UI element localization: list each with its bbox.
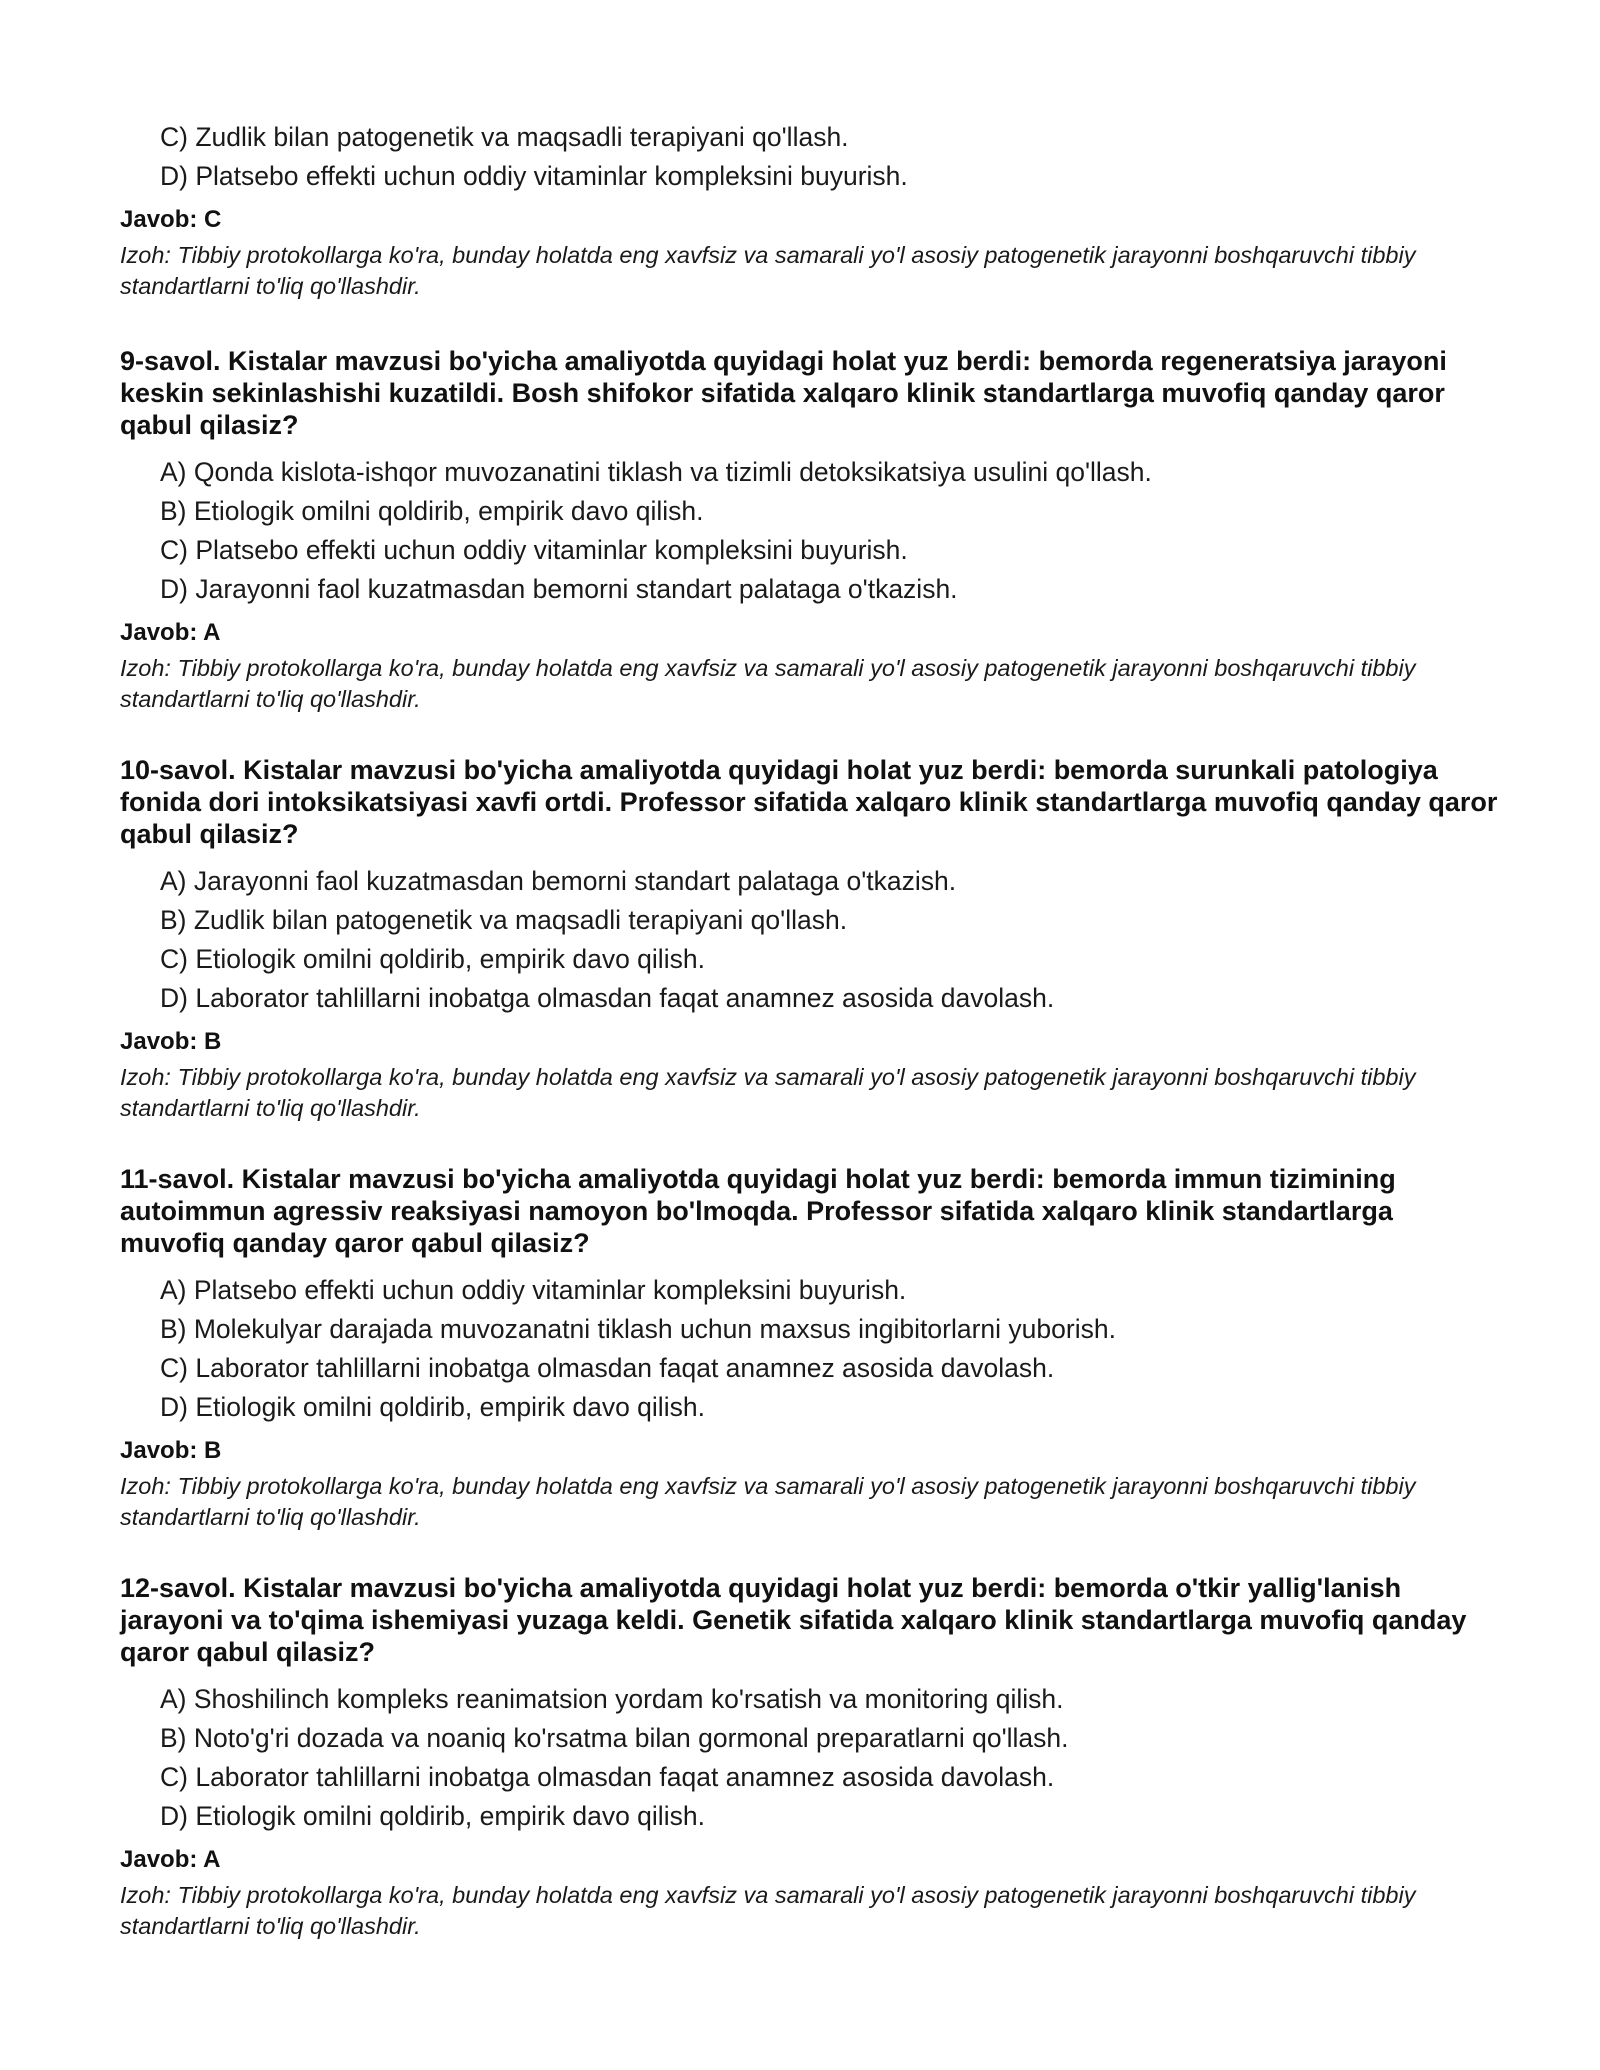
option-c: C) Etiologik omilni qoldirib, empirik davo qilish. xyxy=(160,944,705,974)
question-title: 9-savol. Kistalar mavzusi bo'yicha amaliyotda quyidagi holat yuz berdi: bemorda regeneratsiya jarayoni keskin sekinlashishi kuzatildi. Bosh shifokor sifatida xalqaro klinik standartlarga muvofiq qanday qaror qabul qilasiz? xyxy=(120,346,1447,440)
option-b: B) Molekulyar darajada muvozanatni tiklash uchun maxsus ingibitorlarni yuborish. xyxy=(160,1314,1116,1344)
answer-options xyxy=(120,118,1500,196)
explanation-note: Izoh: Tibbiy protokollarga ko'ra, bunday holatda eng xavfsiz va samarali yo'l asosiy patogenetik jarayonni boshqaruvchi tibbiy standartlarni to'liq qo'llashdir. xyxy=(120,1064,1416,1121)
question-title: 12-savol. Kistalar mavzusi bo'yicha amaliyotda quyidagi holat yuz berdi: bemorda o'tkir yallig'lanish jarayoni va to'qima ishemiyasi yuzaga keldi. Genetik sifatida xalqaro klinik standartlarga muvofiq qanday qaror qabul qilasiz? xyxy=(120,1573,1467,1667)
option-b: B) Zudlik bilan patogenetik va maqsadli terapiyani qo'llash. xyxy=(160,905,848,935)
question-11-block xyxy=(120,1163,1500,1533)
option-a: A) Shoshilinch kompleks reanimatsion yordam ko'rsatish va monitoring qilish. xyxy=(160,1684,1064,1714)
question-title: 11-savol. Kistalar mavzusi bo'yicha amaliyotda quyidagi holat yuz berdi: bemorda immun tizimining autoimmun agressiv reaksiyasi namoyon bo'lmoqda. Professor sifatida xalqaro klinik standartlarga muvofiq qanday qaror qabul qilasiz? xyxy=(120,1164,1396,1258)
option-c: C) Platsebo effekti uchun oddiy vitaminlar kompleksini buyurish. xyxy=(160,535,908,565)
option-d: D) Platsebo effekti uchun oddiy vitaminlar kompleksini buyurish. xyxy=(160,161,908,191)
explanation-note: Izoh: Tibbiy protokollarga ko'ra, bunday holatda eng xavfsiz va samarali yo'l asosiy patogenetik jarayonni boshqaruvchi tibbiy standartlarni to'liq qo'llashdir. xyxy=(120,1882,1416,1939)
answer-options xyxy=(120,453,1500,609)
option-a: A) Jarayonni faol kuzatmasdan bemorni standart palataga o'tkazish. xyxy=(160,866,957,896)
option-c: C) Laborator tahlillarni inobatga olmasdan faqat anamnez asosida davolash. xyxy=(160,1353,1055,1383)
answer-key: Javob: B xyxy=(120,1028,222,1055)
question-12-block xyxy=(120,1572,1500,1942)
option-d: D) Jarayonni faol kuzatmasdan bemorni standart palataga o'tkazish. xyxy=(160,574,958,604)
answer-key: Javob: A xyxy=(120,619,221,646)
question-9-block xyxy=(120,345,1500,715)
option-d: D) Etiologik omilni qoldirib, empirik davo qilish. xyxy=(160,1801,705,1831)
option-a: A) Qonda kislota-ishqor muvozanatini tiklash va tizimli detoksikatsiya usulini qo'llash. xyxy=(160,457,1152,487)
option-a: A) Platsebo effekti uchun oddiy vitaminlar kompleksini buyurish. xyxy=(160,1275,907,1305)
answer-key: Javob: B xyxy=(120,1437,222,1464)
answer-key: Javob: A xyxy=(120,1846,221,1873)
option-c: C) Zudlik bilan patogenetik va maqsadli terapiyani qo'llash. xyxy=(160,122,849,152)
option-c: C) Laborator tahlillarni inobatga olmasdan faqat anamnez asosida davolash. xyxy=(160,1762,1055,1792)
answer-options xyxy=(120,1680,1500,1836)
answer-options xyxy=(120,1271,1500,1427)
answer-key: Javob: C xyxy=(120,206,222,233)
explanation-note: Izoh: Tibbiy protokollarga ko'ra, bunday holatda eng xavfsiz va samarali yo'l asosiy patogenetik jarayonni boshqaruvchi tibbiy standartlarni to'liq qo'llashdir. xyxy=(120,655,1416,712)
option-d: D) Etiologik omilni qoldirib, empirik davo qilish. xyxy=(160,1392,705,1422)
question-title: 10-savol. Kistalar mavzusi bo'yicha amaliyotda quyidagi holat yuz berdi: bemorda surunkali patologiya fonida dori intoksikatsiyasi xavfi ortdi. Professor sifatida xalqaro klinik standartlarga muvofiq qanday qaror qabul qilasiz? xyxy=(120,755,1498,849)
answer-options xyxy=(120,862,1500,1018)
question-10-block xyxy=(120,754,1500,1124)
question-8-continuation xyxy=(120,118,1500,302)
explanation-note: Izoh: Tibbiy protokollarga ko'ra, bunday holatda eng xavfsiz va samarali yo'l asosiy patogenetik jarayonni boshqaruvchi tibbiy standartlarni to'liq qo'llashdir. xyxy=(120,1473,1416,1530)
explanation-note: Izoh: Tibbiy protokollarga ko'ra, bunday holatda eng xavfsiz va samarali yo'l asosiy patogenetik jarayonni boshqaruvchi tibbiy standartlarni to'liq qo'llashdir. xyxy=(120,242,1416,299)
option-b: B) Etiologik omilni qoldirib, empirik davo qilish. xyxy=(160,496,704,526)
option-d: D) Laborator tahlillarni inobatga olmasdan faqat anamnez asosida davolash. xyxy=(160,983,1055,1013)
option-b: B) Noto'g'ri dozada va noaniq ko'rsatma bilan gormonal preparatlarni qo'llash. xyxy=(160,1723,1069,1753)
